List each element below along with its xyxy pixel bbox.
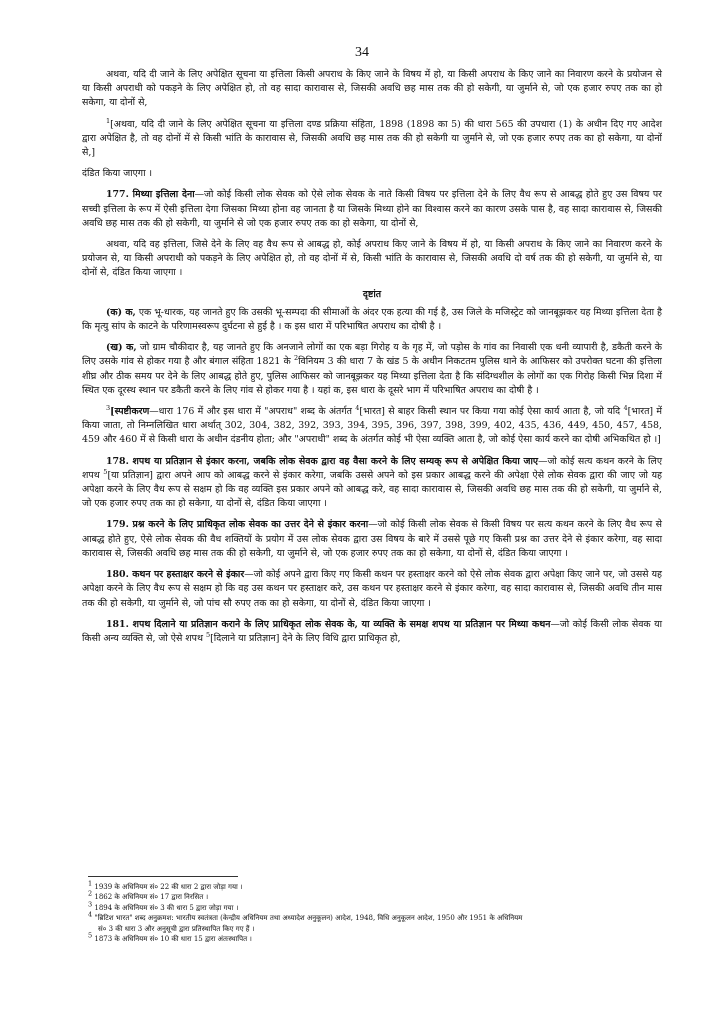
footnote: $^3$ 1894 के अधिनियम सं० 3 की धारा 5 द्वारा जोड़ा गया ।	[88, 900, 239, 912]
footnotes	[88, 879, 662, 944]
section-heading: 178. शपथ या प्रतिज्ञान से इंकार करना, जबकि लोक सेवक द्वारा वह वैसा करने के लिए सम्यक् रूप से अपेक्षित किया जाए	[106, 455, 539, 467]
document-body	[82, 68, 662, 653]
footnote: $^2$ 1862 के अधिनियम सं० 17 द्वारा निरसित ।	[88, 890, 209, 902]
section-177: 177. मिथ्या इत्तिला देना—जो कोई किसी लोक सेवक को ऐसे लोक सेवक के नाते किसी विषय पर इत्तिला देने के लिए वैध रूप से आबद्ध होते हुए उस विषय पर सच्ची इत्तिला के रूप में ऐसी इत्तिला देगा जिसका मिथ्या होना वह जानता है या जिसके मिथ्या होने का विश्वास करने का कारण उसके पास है, वह सादा कारावास से, जिसकी अवधि छह मास तक की हो सकेगी, या जुर्माने से जो एक हजार रुपए तक का हो सकेगा, या दोनों से,	[82, 189, 662, 229]
footnote-divider	[88, 876, 238, 877]
section-heading: 180. कथन पर हस्ताक्षर करने से इंकार	[106, 569, 245, 581]
footnote-ref[interactable]: 2	[293, 354, 299, 363]
section-181: 181. शपथ दिलाने या प्रतिज्ञान कराने के लिए प्राधिकृत लोक सेवक के, या व्यक्ति के समक्ष शपथ या प्रतिज्ञान पर मिथ्या कथन—जो कोई किसी लोक सेवक या किसी अन्य व्यक्ति से, जो ऐसे शपथ $^5$[दिलाने या प्रतिज्ञान] देने के लिए विधि द्वारा प्राधिकृत हो,	[82, 618, 663, 644]
footnote: $^5$ 1873 के अधिनियम सं० 10 की धारा 15 द्वारा अंतःस्थापित ।	[88, 931, 252, 944]
footnote-ref[interactable]: 1	[106, 116, 111, 125]
section-heading: 177. मिथ्या इत्तिला देना	[106, 189, 195, 201]
illustration-a: (क) क, एक भू-धारक, यह जानते हुए कि उसकी भू-सम्पदा की सीमाओं के अंदर एक हत्या की गई है, उस जिले के मजिस्ट्रेट को जानबूझकर यह मिथ्या इत्तिला देता है कि मृत्यु सांप के काटने के परिणामस्वरूप दुर्घटना से हुई है । क इस धारा में परिभाषित अपराध का दोषी है ।	[82, 306, 662, 333]
section-heading: 181. शपथ दिलाने या प्रतिज्ञान कराने के लिए प्राधिकृत लोक सेवक के, या व्यक्ति के समक्ष शपथ या प्रतिज्ञान पर मिथ्या कथन	[106, 618, 551, 630]
page-number: 34	[355, 45, 369, 60]
section-heading: 179. प्रश्न करने के लिए प्राधिकृत लोक सेवक का उत्तर देने से इंकार करना	[106, 519, 369, 531]
section-180: 180. कथन पर हस्ताक्षर करने से इंकार—जो कोई अपने द्वारा किए गए किसी कथन पर हस्ताक्षर करने को ऐसे लोक सेवक द्वारा अपेक्षा किए जाने पर, जो उससे यह अपेक्षा करने के लिए वैध रूप से सक्षम हो कि वह उस कथन पर हस्ताक्षर करे, उस कथन पर हस्ताक्षर करने से इंकार करेगा, वह सादा कारावास से, जिसकी अवधि तीन मास तक की हो सकेगी, या जुर्माने से, जो पांच सौ रुपए तक का हो सकेगा, या दोनों से, दंडित किया जाएगा ।	[82, 569, 662, 609]
section-179: 179. प्रश्न करने के लिए प्राधिकृत लोक सेवक का उत्तर देने से इंकार करना—जो कोई किसी लोक सेवक से किसी विषय पर सत्य कथन करने के लिए वैध रूप से आबद्ध होते हुए, ऐसे लोक सेवक की वैध शक्तियों के प्रयोग में उस लोक सेवक द्वारा उस विषय के बारे में उससे पूछे गए किसी प्रश्न का उत्तर देने से इंकार करेगा, वह सादा कारावास से, जिसकी अवधि छह मास तक की हो सकेगी, या जुर्माने से, जो एक हजार रुपए तक का हो सकेगा, या दोनों से, दंडित किया जाएगा ।	[82, 519, 662, 559]
footnote-ref[interactable]: 4	[355, 403, 360, 412]
paragraph-amended: $^1$[अथवा, यदि दी जाने के लिए अपेक्षित सूचना या इत्तिला दण्ड प्रक्रिया संहिता, 1898 (1898 का 5) की धारा 565 की उपधारा (1) के अधीन दिए गए आदेश द्वारा अपेक्षित है, तो वह दोनों में से किसी भांति के कारावास से, जिसकी अवधि छह मास तक की हो सकेगी या जुर्माने से, जो एक हजार रुपए तक का हो सकेगा, या दोनों से,]	[82, 116, 662, 159]
paragraph: दंडित किया जाएगा ।	[82, 168, 153, 180]
paragraph: अथवा, यदि दी जाने के लिए अपेक्षित सूचना या इत्तिला किसी अपराध के किए जाने के विषय में हो, या किसी अपराध के किए जाने का निवारण करने के प्रयोजन से या किसी अपराधी को पकड़ने के लिए अपेक्षित हो, तो वह सादा कारावास से, जिसकी अवधि छह मास तक की हो सकेगी, या जुर्माने से, जो एक हजार रुपए तक का हो सकेगा, या दोनों से,	[82, 69, 662, 109]
explanation: $^3$[स्पष्टीकरण—धारा 176 में और इस धारा में "अपराध" शब्द के अंतर्गत $^4$[भारत] से बाहर किसी स्थान पर किया गया कोई ऐसा कार्य आता है, जो यदि $^4$[भारत] में किया जाता, तो निम्नलिखित धारा अर्थात् 302, 304, 382, 392, 393, 394, 395, 396, 397, 398, 399, 402, 435, 436, 449, 450, 457, 458, 459 और 460 में से किसी धारा के अधीन दंडनीय होता; और "अपराधी" शब्द के अंतर्गत कोई भी ऐसा व्यक्ति आता है, जो कोई ऐसा कार्य करने का दोषी अभिकथित हो ।]	[82, 403, 662, 446]
footnote: $^4$ "ब्रिटिश भारत" शब्द अनुक्रमश: भारतीय स्वतंत्रता (केन्द्रीय अधिनियम तथा अध्यादेश अनुकूलन) आदेश, 1948, विधि अनुकूलन आदेश, 1950 और 1951 के अधिनियम	[88, 910, 523, 923]
footnote-ref[interactable]: 5	[103, 467, 108, 476]
paragraph: अथवा, यदि वह इत्तिला, जिसे देने के लिए वह वैध रूप से आबद्ध हो, कोई अपराध किए जाने के विषय में हो, या किसी अपराध के किए जाने का निवारण करने के प्रयोजन से, या किसी अपराधी को पकड़ने के लिए अपेक्षित हो, तो वह दोनों में से, किसी भांति के कारावास से, जिसकी अवधि दो वर्ष तक की हो सकेगी, या जुर्माने से, या दोनों से, दंडित किया जाएगा ।	[82, 239, 662, 279]
footnote-ref[interactable]: 4	[623, 403, 628, 412]
footnote-continuation: सं० 3 की धारा 3 और अनुसूची द्वारा प्रतिस्थापित किए गए हैं ।	[98, 924, 255, 933]
footnote: $^1$ 1939 के अधिनियम सं० 22 की धारा 2 द्वारा जोड़ा गया ।	[88, 879, 243, 891]
footnote-ref[interactable]: 3	[106, 403, 111, 412]
footnote-ref[interactable]: 5	[205, 630, 211, 639]
illustrations-heading: दृष्टांत	[362, 288, 382, 300]
section-178: 178. शपथ या प्रतिज्ञान से इंकार करना, जबकि लोक सेवक द्वारा वह वैसा करने के लिए सम्यक् रूप से अपेक्षित किया जाए—जो कोई सत्य कथन करने के लिए शपथ $^5$[या प्रतिज्ञान] द्वारा अपने आप को आबद्ध करने से इंकार करेगा, जबकि उससे अपने को इस प्रकार आबद्ध करने की अपेक्षा ऐसे लोक सेवक द्वारा की जाए जो यह अपेक्षा करने के लिए वैध रूप से सक्षम हो कि वह व्यक्ति इस प्रकार अपने को आबद्ध करे, वह सादा कारावास से, जिसकी अवधि छह मास तक की हो सकेगी, या जुर्माने से, जो एक हजार रुपए तक का हो सकेगा, या दोनों से, दंडित किया जाएगा ।	[82, 455, 662, 510]
illustration-b: (ख) क, जो ग्राम चौकीदार है, यह जानते हुए कि अनजाने लोगों का एक बड़ा गिरोह य के गृह में, जो पड़ोस के गांव का निवासी एक धनी व्यापारी है, डकैती करने के लिए उसके गांव से होकर गया है और बंगाल संहिता 1821 के $^2$विनियम 3 की धारा 7 के खंड 5 के अधीन निकटतम पुलिस थाने के आफिसर को उपरोक्त घटना की इत्तिला शीघ्र और ठीक समय पर देने के लिए आबद्ध होते हुए, पुलिस आफिसर को जानबूझकर यह मिथ्या इत्तिला देता है कि संदिग्धशील के लोगों का एक गिरोह किसी भिन्न दिशा में स्थित एक दूरस्थ स्थान पर डकैती करने के लिए गांव से होकर गया है । यहां क, इस धारा के दूसरे भाग में परिभाषित अपराध का दोषी है ।	[82, 342, 662, 396]
